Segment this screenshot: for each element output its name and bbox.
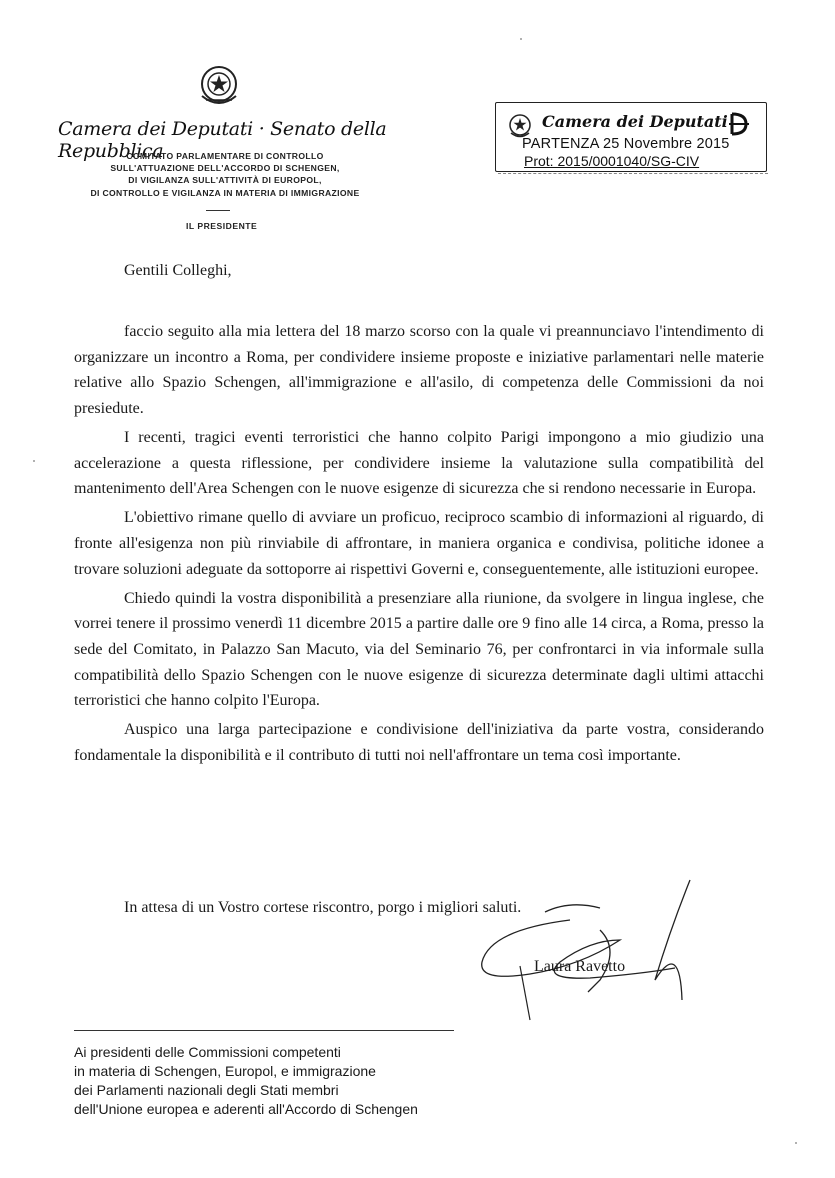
chamber-logo-icon — [728, 111, 750, 137]
stamp-underline — [498, 173, 768, 175]
president-title: IL PRESIDENTE — [186, 221, 258, 231]
letterhead-divider — [206, 210, 230, 211]
salutation: Gentili Colleghi, — [124, 262, 232, 279]
protocol-stamp — [495, 102, 767, 172]
addressee-line: in materia di Schengen, Europol, e immigrazione — [74, 1063, 376, 1079]
scan-speck — [33, 460, 35, 462]
body-paragraph: Auspico una larga partecipazione e condivisione dell'iniziativa da parte vostra, considerando fondamentale la disponibilità e il contributo di tutti noi nell'affrontare un tema così importante. — [74, 721, 764, 764]
committee-name — [50, 150, 400, 199]
scan-speck — [795, 1142, 797, 1144]
stamp-title: Camera dei Deputati — [542, 112, 728, 131]
chambers-header: Camera dei Deputati · Senato della Repubblica — [58, 118, 387, 162]
handwritten-signature — [470, 870, 720, 1030]
body-paragraph: faccio seguito alla mia lettera del 18 marzo scorso con la quale vi preannunciavo l'intendimento di organizzare un incontro a Roma, per condividere insieme proposte e iniziative parlamentari nelle materie relative allo Spazio Schengen, all'immigrazione e all'asilo, di competenza delle Commissioni da noi presiedute. — [74, 323, 764, 417]
body-paragraph: I recenti, tragici eventi terroristici che hanno colpito Parigi impongono a mio giudizio una accelerazione a questa riflessione, per condividere insieme la valutazione sulla compatibilità del mantenimento dell'Area Schengen con le nuove esigenze di sicurezza che si rendono necessarie in Europa. — [74, 428, 764, 498]
committee-line: SULL'ATTUAZIONE DELL'ACCORDO DI SCHENGEN, — [110, 163, 340, 174]
scan-speck — [520, 38, 522, 40]
committee-line: COMITATO PARLAMENTARE DI CONTROLLO — [126, 151, 324, 161]
letter-body — [74, 319, 764, 772]
footer-divider — [74, 1030, 454, 1031]
addressee-line: dell'Unione europea e aderenti all'Accordo di Schengen — [74, 1101, 418, 1117]
italian-republic-emblem-icon — [196, 62, 242, 112]
committee-line: DI VIGILANZA SULL'ATTIVITÀ DI EUROPOL, — [128, 175, 322, 186]
addressees-block — [74, 1043, 534, 1119]
signature-name: Laura Ravetto — [534, 958, 626, 975]
addressee-line: Ai presidenti delle Commissioni competenti — [74, 1044, 341, 1060]
stamp-departure-date: PARTENZA 25 Novembre 2015 — [522, 136, 730, 152]
body-paragraph: L'obiettivo rimane quello di avviare un proficuo, reciproco scambio di informazioni al riguardo, di fronte all'esigenza non più rinviabile di affrontare, in maniera organica e condivisa, politiche idonee a trovare soluzioni adeguate da sottoporre ai rispettivi Governi e, conseguentemente, alle istituzioni europee. — [74, 509, 764, 578]
body-paragraph: Chiedo quindi la vostra disponibilità a presenziare alla riunione, da svolgere in lingua inglese, che vorrei tenere il prossimo venerdì 11 dicembre 2015 a partire dalle ore 9 fino alle 14 circa, a Roma, presso la sede del Comitato, in Palazzo San Macuto, via del Seminario 76, per confrontarci in via informale sulla compatibilità dello Spazio Schengen con le nuove esigenze di sicurezza determinate dagli ultimi attacchi terroristici che hanno colpito l'Europa. — [74, 589, 764, 710]
closing-line: In attesa di un Vostro cortese riscontro, porgo i migliori saluti. — [124, 899, 522, 916]
stamp-protocol-number: Prot: 2015/0001040/SG-CIV — [524, 153, 700, 169]
addressee-line: dei Parlamenti nazionali degli Stati membri — [74, 1082, 339, 1098]
committee-line: DI CONTROLLO E VIGILANZA IN MATERIA DI IMMIGRAZIONE — [90, 187, 360, 198]
